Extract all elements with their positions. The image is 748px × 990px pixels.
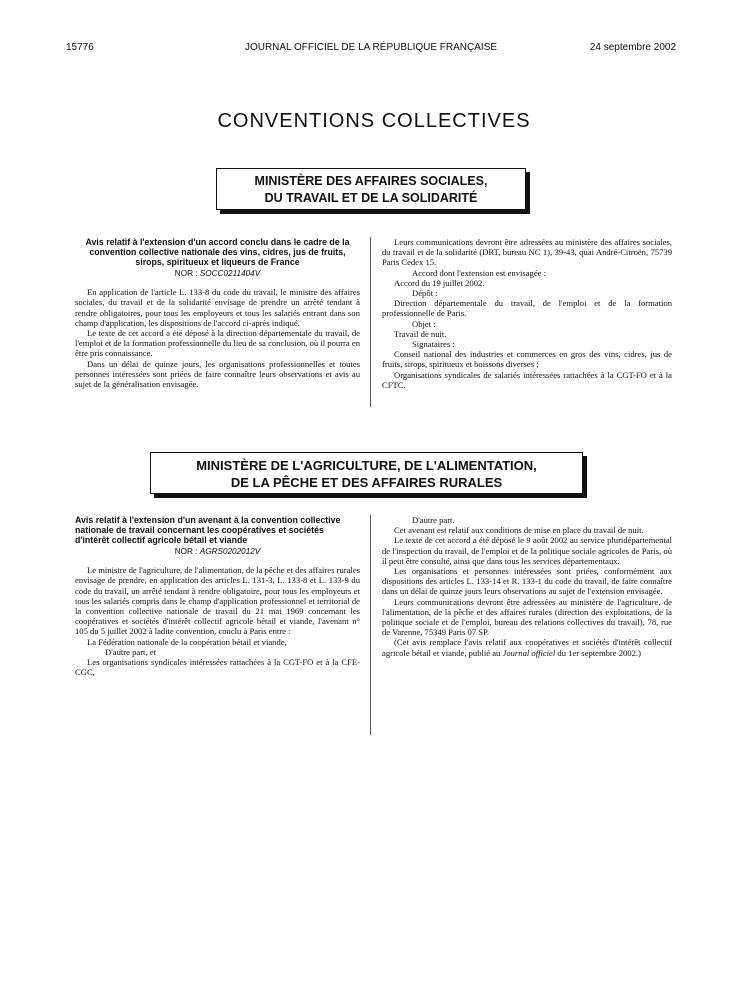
page-header — [66, 42, 676, 56]
replacement-note-end: du 1er septembre 2002.) — [557, 647, 641, 658]
ministry-line-2: DE LA PÊCHE ET DES AFFAIRES RURALES — [230, 475, 503, 490]
ministry-line-2: DU TRAVAIL ET DE LA SOLIDARITÉ — [264, 191, 478, 205]
ministry-line-1: MINISTÈRE DE L'AGRICULTURE, DE L'ALIMENTATION, — [196, 458, 537, 473]
nor-label: NOR : — [174, 547, 198, 556]
notice1-nor — [75, 269, 360, 279]
notice2-party-separator-1: D'autre part, et — [105, 646, 156, 657]
accord-value: Accord du 19 juillet 2002. — [394, 277, 485, 288]
notice2-paragraph-3: Le texte de cet accord a été déposé le 9 août 2002 au service pluridépartemental de l'inspection du travail, de l'emploi et de la politique sociale agricoles de Paris, où il peut être consulté, ainsi que dans tous les services départementaux. — [382, 535, 672, 566]
accord-label: Accord dont l'extension est envisagée : — [412, 267, 546, 278]
signataires-value-2: Organisations syndicales de salariés intéressées rattachées à la CGT-FO et à la CFTC. — [382, 369, 672, 390]
depot-value: Direction départementale du travail, de l'emploi et de la formation professionnelle de Paris. — [382, 298, 672, 319]
depot-label: Dépôt : — [412, 288, 438, 299]
journal-title: JOURNAL OFFICIEL DE LA RÉPUBLIQUE FRANÇAISE — [244, 42, 498, 53]
notice2-column-right — [382, 515, 672, 658]
notice1-column-right — [382, 237, 672, 390]
ministry-box-agriculture — [150, 452, 583, 494]
notice2-paragraph-1: Le ministre de l'agriculture, de l'alimentation, de la pêche et des affaires rurales envisage de prendre, en application des articles L. 131-3, L. 133-8 et L. 133-9 du code du travail, un arrêté tendant à rendre obligatoire, pour tous les employeurs et tous les salariés compris dans le champ d'application professionnel et territorial de la convention collective nationale de travail du 21 mai 1969 concernant les coopératives et sociétés d'intérêt collectif agricole bétail et viande, l'avenant n° 105 du 5 juillet 2002 à ladite convention, conclu à Paris entre : — [75, 565, 360, 637]
section-title: CONVENTIONS COLLECTIVES — [217, 110, 531, 132]
notice2-paragraph-4: Les organisations et personnes intéressées sont priées, conformément aux dispositions des articles L. 133-14 et R. 133-1 du code du travail, de faire connaître dans un délai de quinze jours leurs observations au sujet de l'extension envisagée. — [382, 566, 672, 597]
notice1-column-left — [75, 237, 360, 389]
column-divider — [370, 237, 371, 407]
notice2-title: Avis relatif à l'extension d'un avenant à la convention collective nationale de travail concernant les coopératives et sociétés d'intérêt collectif agricole bétail et viande — [75, 515, 341, 545]
notice2-party-2: Les organisations syndicales intéressées rattachées à la CGT-FO et à la CFE-CGC, — [75, 657, 360, 678]
notice2-paragraph-5: Leurs communications devront être adressées au ministère de l'agriculture, de l'alimentation, de la pêche et des affaires rurales (direction des exploitations, de la politique sociale et de l'emploi, bureau des relations collectives du travail), 78, rue de Varenne, 75349 Paris 07 SP. — [382, 596, 672, 638]
journal-officiel-ref: Journal officiel — [502, 647, 556, 658]
notice1-title: Avis relatif à l'extension d'un accord conclu dans le cadre de la convention collective nationale des vins, cidres, jus de fruits, sirops, spiritueux et liqueurs de France — [85, 237, 350, 267]
signataires-value-1: Conseil national des industries et commerces en gros des vins, cidres, jus de fruits, sirops, spiritueux et boissons diverses ; — [382, 349, 672, 370]
notice1-paragraph-4: Leurs communications devront être adressées au ministère des affaires sociales, du travail et de la solidarité (DRT, bureau NC 1), 39-43, quai André-Citroën, 75739 Paris Cedex 15. — [382, 237, 672, 268]
notice2-nor — [75, 547, 360, 557]
objet-label: Objet : — [412, 318, 436, 329]
notice2-party-1: La Fédération nationale de la coopération bétail et viande, — [87, 636, 287, 647]
notice2-paragraph-2: Cet avenant est relatif aux conditions de mise en place du travail de nuit. — [394, 525, 644, 536]
notice1-paragraph-1: En application de l'article L. 133-8 du code du travail, le ministre des affaires sociales, du travail et de la solidarité envisage de prendre un arrêté tendant à rendre obligatoires, pour tous les employeurs et tous les salariés entrant dans son champ d'application, les dispositions de l'accord ci-après indiqué. — [75, 287, 360, 328]
publication-date: 24 septembre 2002 — [589, 42, 676, 53]
column-divider — [370, 515, 371, 735]
page-number: 15776 — [66, 42, 94, 53]
replacement-note-start: (Cet avis remplace l'avis relatif aux coopératives et sociétés d'intérêt collectif agricole bétail et viande, publié au — [382, 637, 672, 658]
signataires-label: Signataires : — [412, 339, 455, 350]
nor-label: NOR : — [174, 269, 198, 278]
nor-code: SOCC0211404V — [199, 269, 261, 278]
nor-code: AGRS0202012V — [199, 547, 261, 556]
notice1-paragraph-2: Le texte de cet accord a été déposé à la direction départementale du travail, de l'emploi et de la formation professionnelle du lieu de sa conclusion, où il pourra en être pris connaissance. — [75, 328, 360, 359]
ministry-box-social-affairs — [216, 168, 526, 210]
ministry-line-1: MINISTÈRE DES AFFAIRES SOCIALES, — [254, 174, 488, 188]
notice1-paragraph-3: Dans un délai de quinze jours, les organisations professionnelles et toutes personnes intéressées sont priées de faire connaître leurs observations et avis au sujet de la généralisation envisagée. — [75, 358, 360, 390]
objet-value: Travail de nuit. — [394, 328, 447, 339]
notice2-party-separator-2: D'autre part. — [412, 515, 455, 525]
notice2-paragraph-6 — [382, 637, 672, 657]
notice2-column-left — [75, 515, 360, 677]
